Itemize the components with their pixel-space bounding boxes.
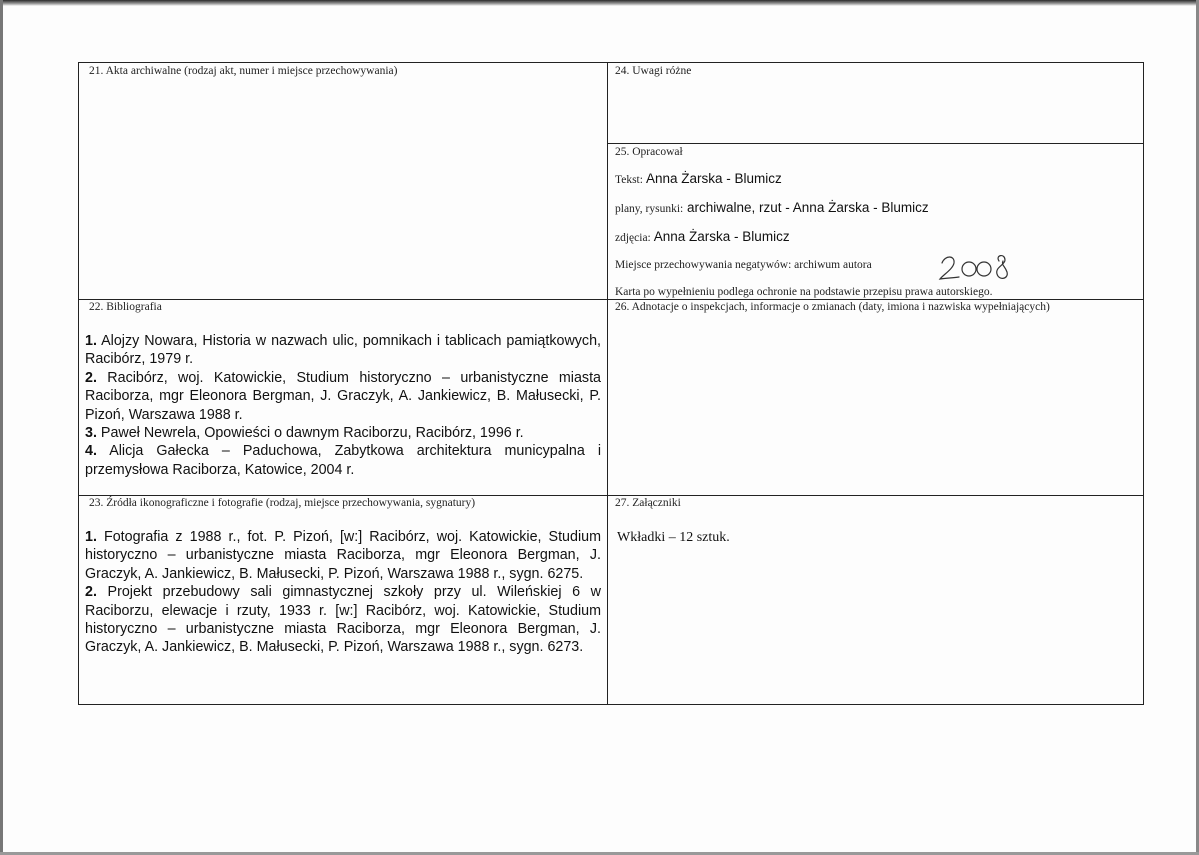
entry-number: 1.	[85, 333, 97, 349]
section-21	[79, 63, 607, 299]
iconography-entry-1	[85, 528, 601, 583]
section-24	[607, 63, 1144, 143]
section-25	[607, 143, 1144, 299]
entry-number: 4.	[85, 443, 97, 460]
section-24-header: 24. Uwagi różne	[615, 65, 692, 77]
text-author-label: Tekst:	[615, 174, 643, 186]
entry-text: Alicja Gałecka – Paduchowa, Zabytkowa architektura municypalna i przemysłowa Raciborza, Katowice, 2004 r.	[85, 443, 601, 478]
section-26-header: 26. Adnotacje o inspekcjach, informacje o zmianach (daty, imiona i nazwiska wypełniających)	[615, 301, 1050, 313]
section-23	[79, 495, 607, 705]
drawings-author-label: plany, rysunki:	[615, 203, 684, 215]
entry-number: 3.	[85, 425, 97, 442]
attachments-content: Wkładki – 12 sztuk.	[617, 530, 730, 545]
entry-text: Projekt przebudowy sali gimnastycznej szkoły przy ul. Wileńskiej 6 w Raciborzu, elewacje i rzuty, 1933 r. [w:] Racibórz, woj. Katowickie, Studium historyczno – urbanistyczne miasta Raciborza, mgr Eleonora Bergman, J. Graczyk, A. Jankiewicz, B. Małusecki, P. Pizoń, Warszawa 1988 r., sygn. 6273.	[85, 584, 601, 656]
photos-author-label: zdjęcia:	[615, 232, 651, 244]
section-25-header: 25. Opracował	[615, 146, 683, 158]
bibliography-entry-3	[85, 424, 601, 442]
text-author-value: Anna Żarska - Blumicz	[642, 171, 782, 186]
drawings-author-row	[615, 199, 929, 217]
section-26	[607, 299, 1144, 495]
entry-text: Paweł Newrela, Opowieści o dawnym Raciborzu, Racibórz, 1996 r.	[96, 425, 524, 442]
scan-edge-top	[0, 0, 1199, 6]
handwritten-year-signature	[937, 251, 1027, 285]
entry-text: Fotografia z 1988 r., fot. P. Pizoń, [w:] Racibórz, woj. Katowickie, Studium historyczno – urbanistyczne miasta Raciborza, mgr Eleonora Bergman, J. Graczyk, A. Jankiewicz, B. Małusecki, P. Pizoń, Warszawa 1988 r., sygn. 6275.	[85, 529, 601, 582]
photos-author-row	[615, 228, 790, 246]
section-27	[607, 495, 1144, 705]
entry-number: 2.	[85, 369, 97, 386]
bibliography-entry-1	[85, 332, 601, 369]
bibliography-entry-2	[85, 369, 601, 424]
copyright-notice: Karta po wypełnieniu podlega ochronie na podstawie przepisu prawa autorskiego.	[615, 286, 993, 298]
entry-number: 2.	[85, 584, 97, 601]
section-23-header: 23. Źródła ikonograficzne i fotografie (rodzaj, miejsce przechowywania, sygnatury)	[89, 497, 476, 509]
section-21-header: 21. Akta archiwalne (rodzaj akt, numer i miejsce przechowywania)	[89, 65, 398, 77]
iconography-list	[85, 528, 601, 657]
drawings-author-value: archiwalne, rzut - Anna Żarska - Blumicz	[683, 200, 929, 215]
photos-author-value: Anna Żarska - Blumicz	[650, 229, 790, 244]
iconography-entry-2	[85, 583, 601, 657]
form-table	[78, 62, 1144, 705]
negatives-location: Miejsce przechowywania negatywów: archiwum autora	[615, 259, 872, 271]
section-22-header: 22. Bibliografia	[89, 301, 162, 313]
entry-text: Racibórz, woj. Katowickie, Studium historyczno – urbanistyczne miasta Raciborza, mgr Eleonora Bergman, J. Graczyk, A. Jankiewicz, B. Małusecki, P. Pizoń, Warszawa 1988 r.	[85, 369, 601, 423]
entry-number: 1.	[85, 529, 97, 545]
text-author-row	[615, 170, 782, 188]
entry-text: Alojzy Nowara, Historia w nazwach ulic, pomnikach i tablicach pamiątkowych, Racibórz, 1979 r.	[85, 333, 601, 368]
bibliography-entry-4	[85, 442, 601, 479]
section-22	[79, 299, 607, 495]
bibliography-list	[85, 332, 601, 479]
section-27-header: 27. Załączniki	[615, 497, 681, 509]
scan-edge-left	[0, 0, 3, 855]
